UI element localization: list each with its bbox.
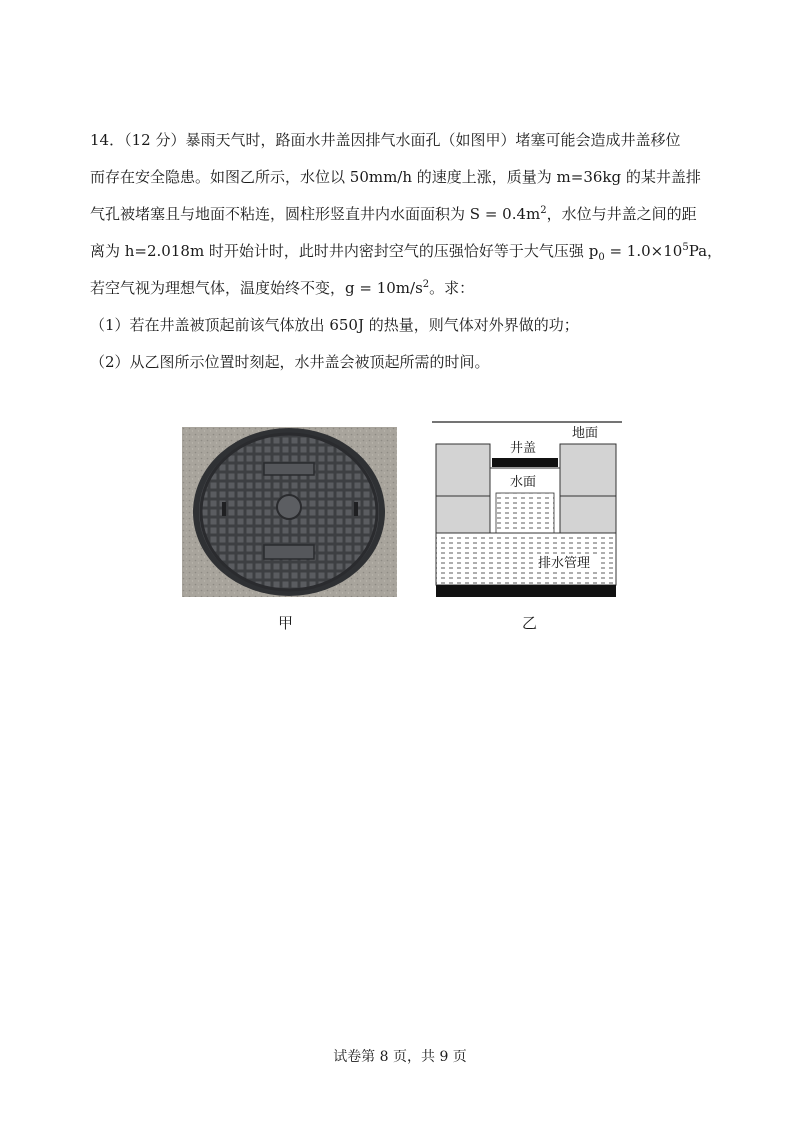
question-line-3-part-b: ，水位与井盖之间的距	[546, 205, 697, 223]
wall-left-upper	[436, 444, 490, 496]
well-cross-section-diagram	[432, 420, 622, 600]
question-line-4-part-c: Pa，	[688, 242, 723, 260]
question-line-3	[90, 196, 720, 233]
sub-question-2: （2）从乙图所示位置时刻起，水井盖会被顶起所需的时间。	[90, 353, 490, 371]
question-line-2: 而存在安全隐患。如图乙所示，水位以 50mm/h 的速度上涨，质量为 m=36kg 的某井盖排	[90, 168, 701, 186]
cover-bar	[492, 458, 558, 467]
wall-right-lower	[560, 496, 616, 533]
base-slab	[436, 585, 616, 597]
wall-right-upper	[560, 444, 616, 496]
pressure-subscript: 0	[598, 252, 605, 263]
question-line-4-part-a: 离为 h=2.018m 时开始计时，此时井内密封空气的压强恰好等于大气压强 p	[90, 242, 599, 260]
page-footer: 试卷第 8 页，共 9 页	[333, 1049, 467, 1065]
label-ground: 地面	[572, 426, 599, 441]
question-14	[90, 122, 723, 381]
question-line-4-part-b: = 1.0×10	[604, 242, 683, 260]
caption-figure-a: 甲	[278, 614, 294, 632]
label-water-surface: 水面	[510, 475, 537, 490]
question-line-1: 14．（12 分）暴雨天气时，路面水井盖因排气水面孔（如图甲）堵塞可能会造成井盖移位	[90, 131, 681, 149]
wall-left-lower	[436, 496, 490, 533]
question-line-3-part-a: 气孔被堵塞且与地面不粘连，圆柱形竖直井内水面面积为 S = 0.4m	[90, 205, 541, 223]
pressure-exponent: 5	[682, 242, 689, 253]
question-line-5	[90, 270, 720, 307]
manhole-cover-photo	[182, 427, 397, 597]
label-drain-pipe: 排水管理	[538, 556, 591, 571]
label-cover: 井盖	[510, 441, 537, 456]
area-exponent: 2	[540, 205, 547, 216]
gravity-exponent: 2	[422, 279, 430, 290]
question-line-5-part-a: 若空气视为理想气体，温度始终不变，g = 10m/s	[90, 279, 423, 297]
sub-question-1: （1）若在井盖被顶起前该气体放出 650J 的热量，则气体对外界做的功；	[90, 316, 579, 334]
question-line-5-part-b: 。求：	[429, 279, 475, 297]
question-line-4	[90, 233, 723, 270]
caption-figure-b: 乙	[522, 614, 538, 632]
shaft-water	[496, 493, 554, 533]
